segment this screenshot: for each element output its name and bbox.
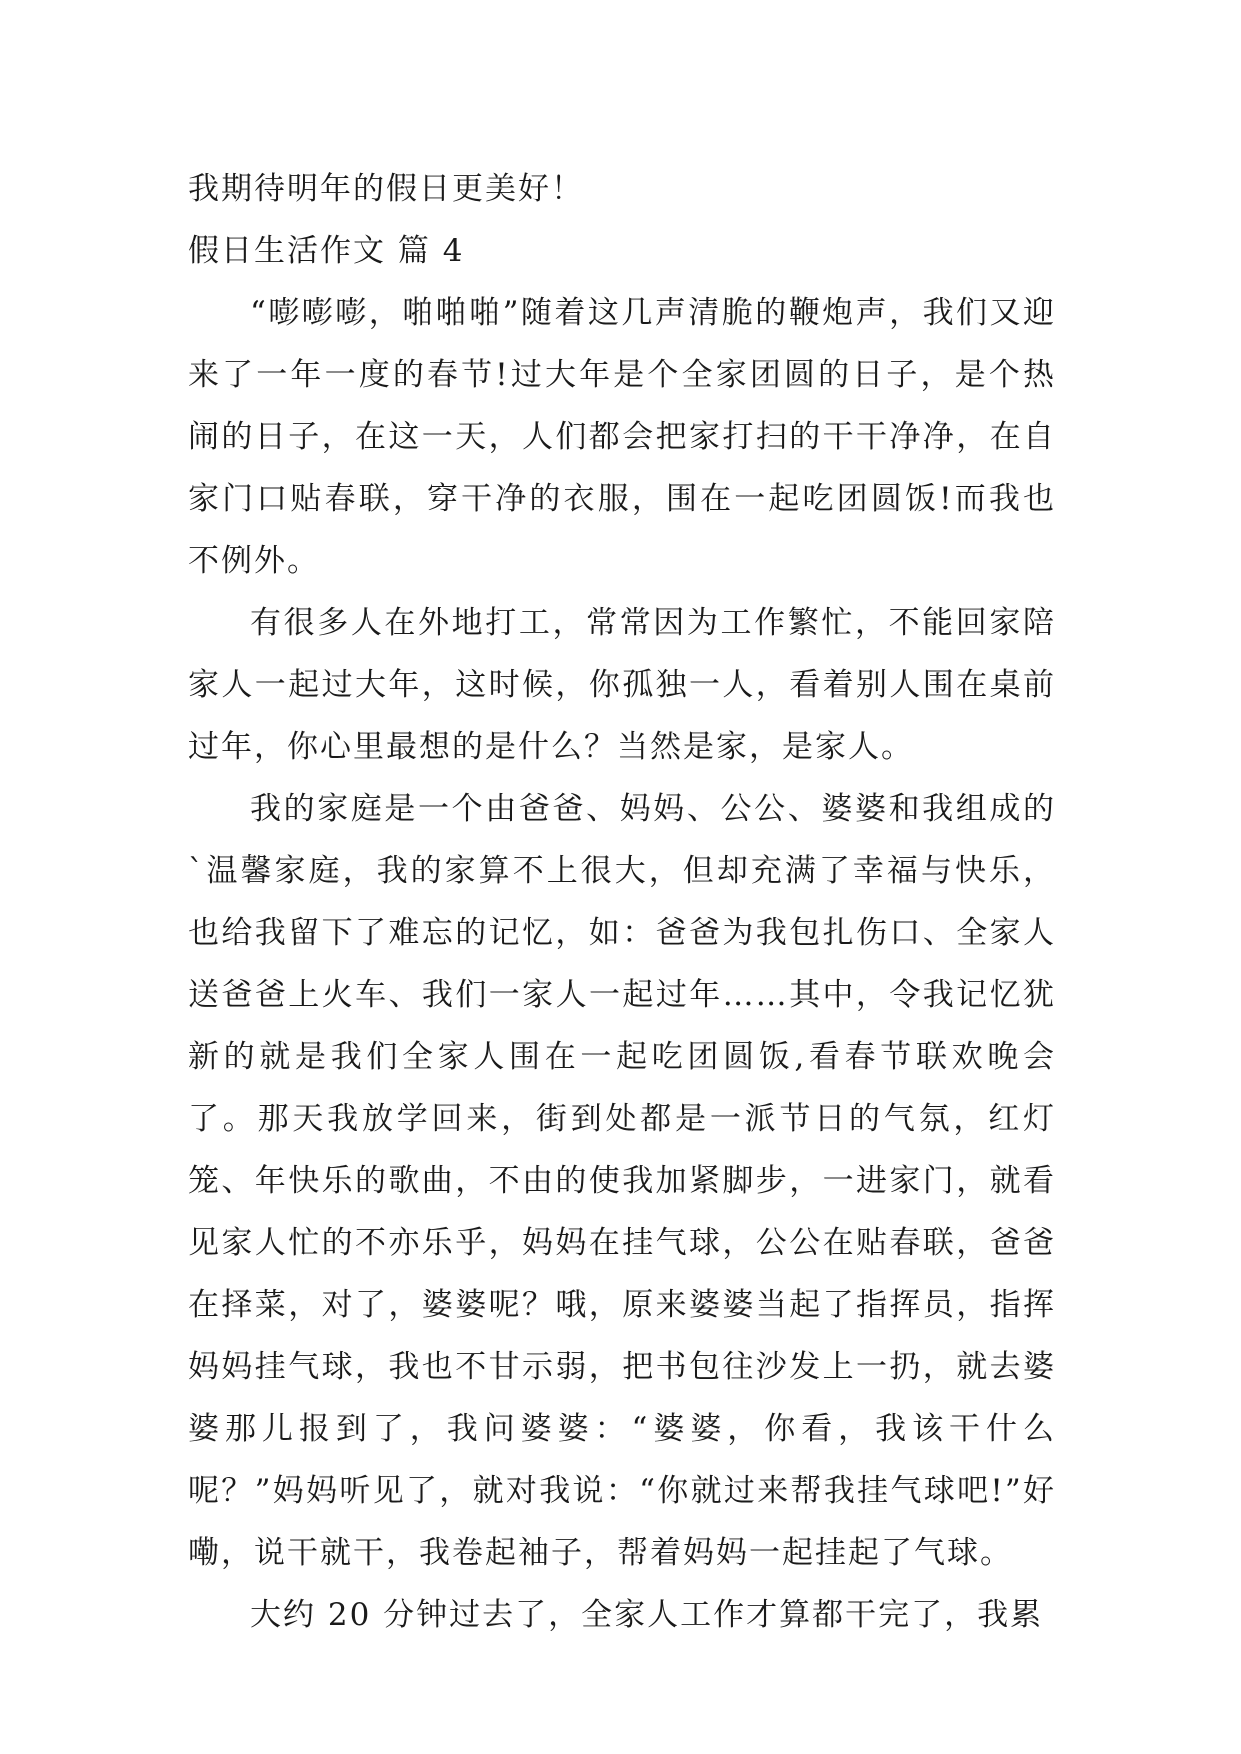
document-body: [188, 158, 1056, 1646]
paragraph-3: 我的家庭是一个由爸爸、妈妈、公公、婆婆和我组成的`温馨家庭，我的家算不上很大，但却充满了幸福与快乐，也给我留下了难忘的记忆，如：爸爸为我包扎伤口、全家人送爸爸上火车、我们一家人一起过年……其中，令我记忆犹新的就是我们全家人围在一起吃团圆饭,看春节联欢晚会了。那天我放学回来，街到处都是一派节日的气氛，红灯笼、年快乐的歌曲，不由的使我加紧脚步，一进家门，就看见家人忙的不亦乐乎，妈妈在挂气球，公公在贴春联，爸爸在择菜，对了，婆婆呢？哦，原来婆婆当起了指挥员，指挥妈妈挂气球，我也不甘示弱，把书包往沙发上一扔，就去婆婆那儿报到了，我问婆婆：“婆婆，你看，我该干什么呢？”妈妈听见了，就对我说：“你就过来帮我挂气球吧!”好嘞，说干就干，我卷起袖子，帮着妈妈一起挂起了气球。: [188, 791, 1056, 1571]
essay-title: 假日生活作文 篇 4: [188, 233, 465, 269]
paragraph-4: 大约 20 分钟过去了，全家人工作才算都干完了，我累: [250, 1597, 1044, 1633]
closing-line: 我期待明年的假日更美好！: [188, 171, 584, 207]
paragraph-1: “嘭嘭嘭，啪啪啪”随着这几声清脆的鞭炮声，我们又迎来了一年一度的春节!过大年是个全家团圆的日子，是个热闹的日子，在这一天，人们都会把家打扫的干干净净，在自家门口贴春联，穿干净的衣服，围在一起吃团圆饭!而我也不例外。: [188, 295, 1056, 579]
paragraph-2: 有很多人在外地打工，常常因为工作繁忙，不能回家陪家人一起过大年，这时候，你孤独一人，看着别人围在桌前过年，你心里最想的是什么？当然是家，是家人。: [188, 605, 1056, 765]
